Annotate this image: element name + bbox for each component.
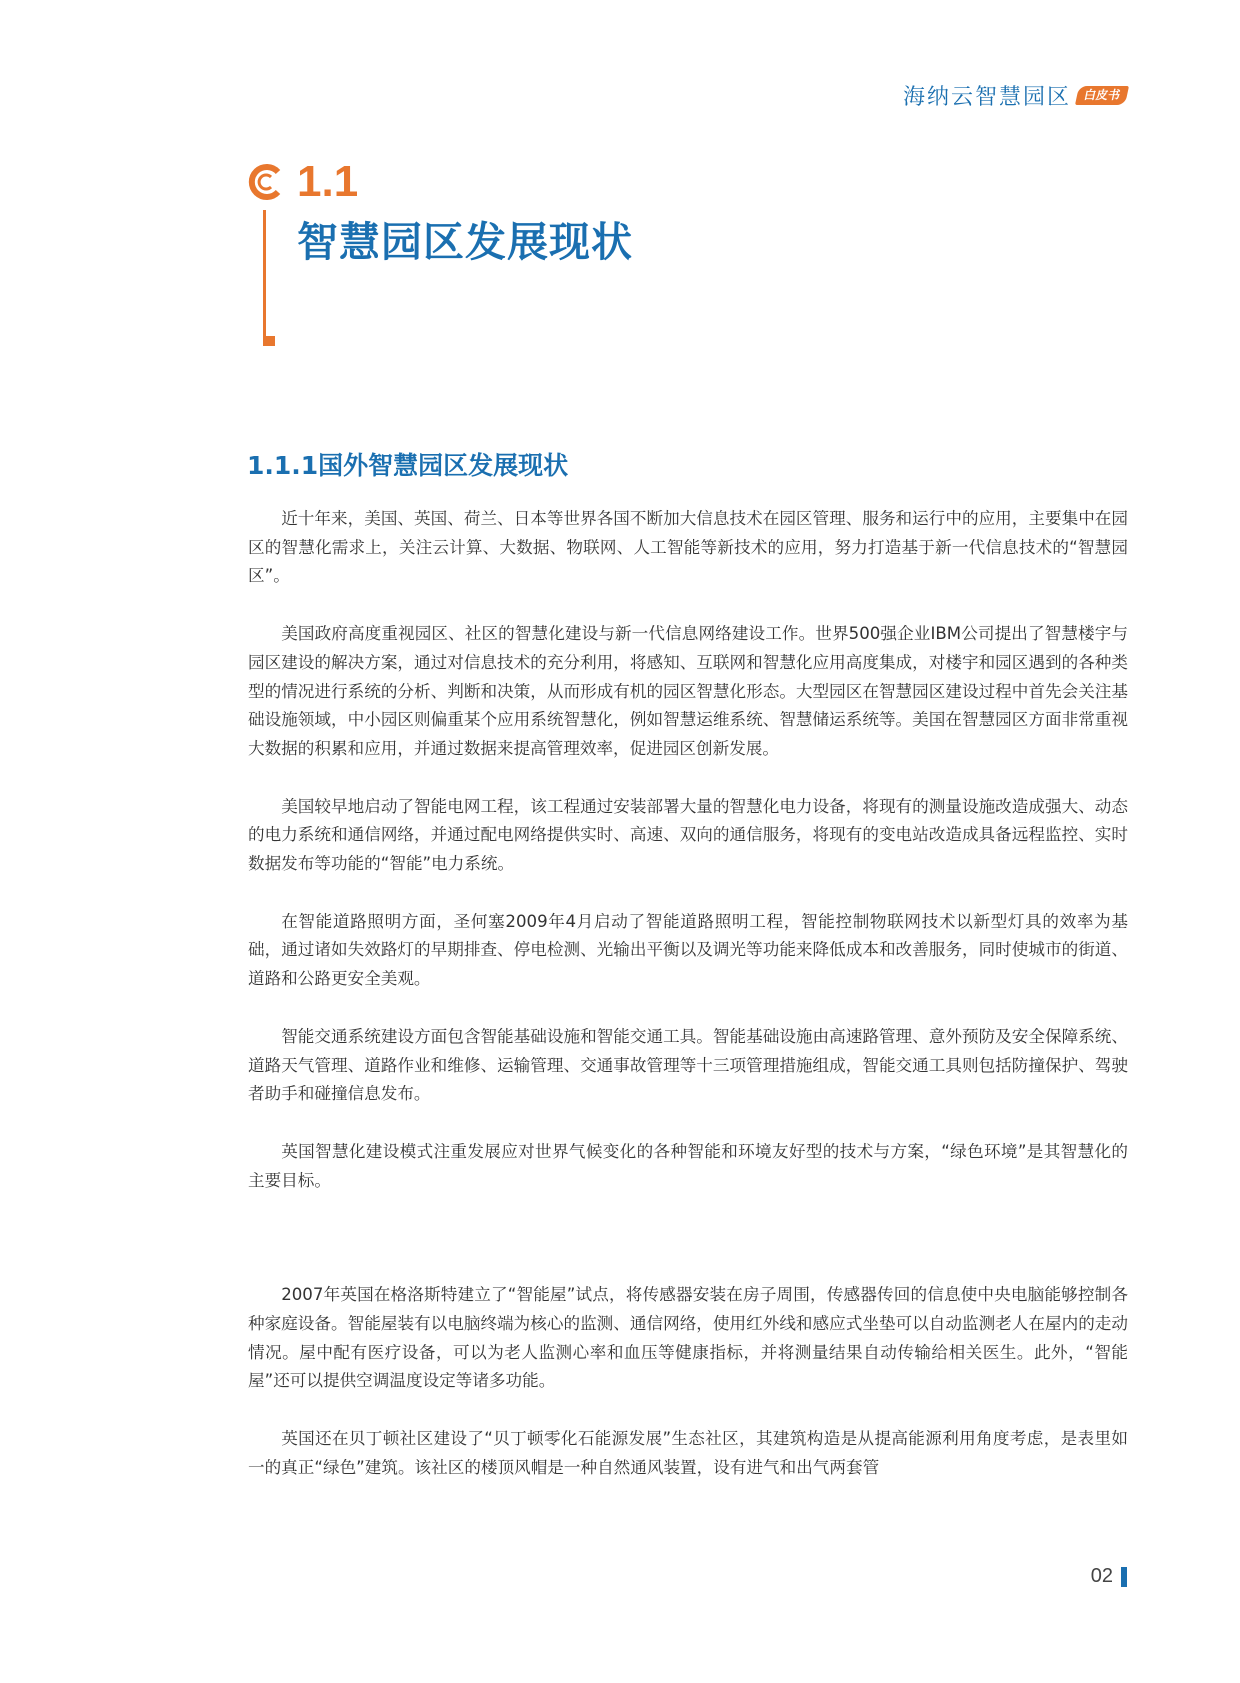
paragraph: 英国还在贝丁顿社区建设了“贝丁顿零化石能源发展”生态社区，其建筑构造是从提高能源利用角度考虑，是表里如一的真正“绿色”建筑。该社区的楼顶风帽是一种自然通风装置，设有进气和出气两套管 (248, 1429, 1128, 1477)
chapter-heading (245, 158, 945, 358)
page-number-bar (1121, 1567, 1127, 1587)
chapter-number: 1.1 (297, 157, 359, 206)
paragraph: 2007年英国在格洛斯特建立了“智能屋”试点，将传感器安装在房子周围，传感器传回的信息使中央电脑能够控制各种家庭设备。智能屋装有以电脑终端为核心的监测、通信网络，使用红外线和感应式坐垫可以自动监测老人在屋内的走动情况。屋中配有医疗设备，可以为老人监测心率和血压等健康指标，并将测量结果自动传输给相关医生。此外，“智能屋”还可以提供空调温度设定等诸多功能。 (248, 1285, 1128, 1391)
paragraph: 智能交通系统建设方面包含智能基础设施和智能交通工具。智能基础设施由高速路管理、意外预防及安全保障系统、道路天气管理、道路作业和维修、运输管理、交通事故管理等十三项管理措施组成，智能交通工具则包括防撞保护、驾驶者助手和碰撞信息发布。 (248, 1026, 1128, 1104)
paragraph: 在智能道路照明方面，圣何塞2009年4月启动了智能道路照明工程，智能控制物联网技术以新型灯具的效率为基础，通过诸如失效路灯的早期排查、停电检测、光输出平衡以及调光等功能来降低成本和改善服务，同时使城市的街道、道路和公路更安全美观。 (248, 911, 1128, 989)
c-ring-icon (245, 162, 285, 202)
brand-badge: 白皮书 (1075, 86, 1129, 105)
paragraph: 美国政府高度重视园区、社区的智慧化建设与新一代信息网络建设工作。世界500强企业IBM公司提出了智慧楼宇与园区建设的解决方案，通过对信息技术的充分利用，将感知、互联网和智慧化应用高度集成，对楼宇和园区遇到的各种类型的情况进行系统的分析、判断和决策，从而形成有机的园区智慧化形态。大型园区在智慧园区建设过程中首先会关注基础设施领域，中小园区则偏重某个应用系统智慧化，例如智慧运维系统、智慧储运系统等。美国在智慧园区方面非常重视大数据的积累和应用，并通过数据来提高管理效率，促进园区创新发展。 (248, 624, 1128, 758)
chapter-accent-line (263, 210, 266, 338)
chapter-accent-dot (263, 336, 275, 346)
paragraph: 近十年来，美国、英国、荷兰、日本等世界各国不断加大信息技术在园区管理、服务和运行中的应用，主要集中在园区的智慧化需求上，关注云计算、大数据、物联网、人工智能等新技术的应用，努力打造基于新一代信息技术的“智慧园区”。 (248, 509, 1128, 586)
section-title: 1.1.1国外智慧园区发展现状 (247, 451, 569, 480)
paragraph: 英国智慧化建设模式注重发展应对世界气候变化的各种智能和环境友好型的技术与方案，“绿色环境”是其智慧化的主要目标。 (248, 1141, 1128, 1190)
header-brand (903, 80, 1127, 111)
body-text (248, 505, 1128, 1483)
paragraph: 美国较早地启动了智能电网工程，该工程通过安装部署大量的智慧化电力设备，将现有的测量设施改造成强大、动态的电力系统和通信网络，并通过配电网络提供实时、高速、双向的通信服务，将现有的变电站改造成具备远程监控、实时数据发布等功能的“智能”电力系统。 (248, 796, 1128, 874)
chapter-title: 智慧园区发展现状 (297, 218, 633, 266)
page-number (1091, 1565, 1127, 1588)
page-number-text: 02 (1090, 1565, 1113, 1587)
brand-name: 海纳云智慧园区 (902, 85, 1071, 110)
